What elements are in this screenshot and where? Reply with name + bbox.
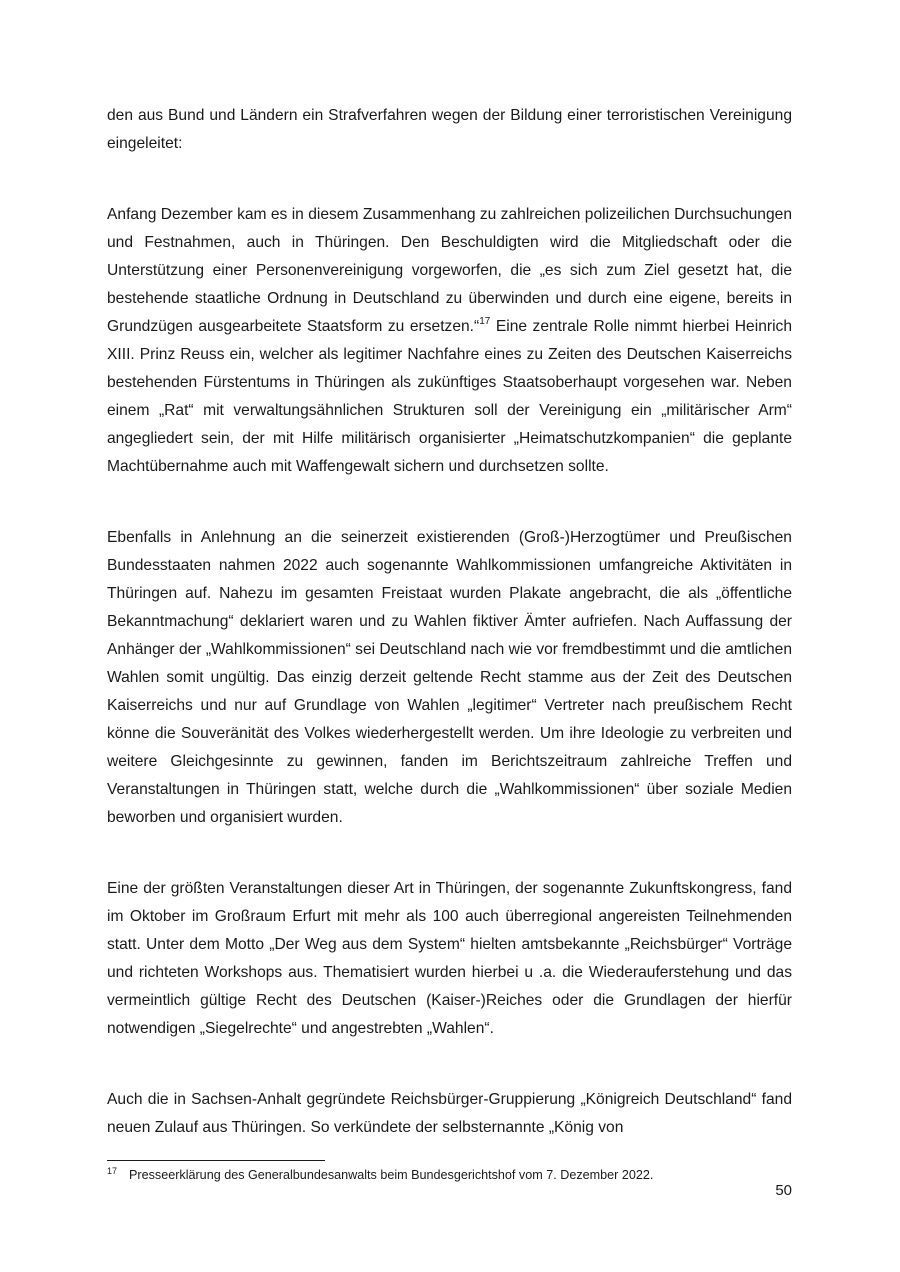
paragraph-1: den aus Bund und Ländern ein Strafverfahren wegen der Bildung einer terroristischen Vereinigung eingeleitet: <box>107 107 792 152</box>
paragraph-2-text-before: Anfang Dezember kam es in diesem Zusammenhang zu zahlreichen polizeilichen Durchsuchungen und Festnahmen, auch in Thüringen. Den Beschuldigten wird die Mitgliedschaft oder die Unterstützung einer Personenvereinigung vorgeworfen, die „es sich zum Ziel gesetzt hat, die bestehende staatliche Ordnung in Deutschland zu überwinden und durch eine eigene, bereits in Grundzügen ausgearbeitete Staatsform zu ersetzen.“ <box>107 206 792 335</box>
page-number: 50 <box>775 1182 792 1199</box>
footnote-reference[interactable]: 17 <box>479 315 491 327</box>
footnote-text: Presseerklärung des Generalbundesanwalts beim Bundesgerichtshof vom 7. Dezember 2022. <box>129 1168 654 1182</box>
footnote: 17 Presseerklärung des Generalbundesanwalts beim Bundesgerichtshof vom 7. Dezember 2022. <box>107 1165 654 1182</box>
paragraph-5: Auch die in Sachsen-Anhalt gegründete Reichsbürger-Gruppierung „Königreich Deutschland“ fand neuen Zulauf aus Thüringen. So verkündete der selbsternannte „König von <box>107 1091 792 1136</box>
paragraph-2 <box>107 201 792 481</box>
paragraph-3: Ebenfalls in Anlehnung an die seinerzeit existierenden (Groß-)Herzogtümer und Preußischen Bundesstaaten nahmen 2022 auch sogenannte Wahlkommissionen umfangreiche Aktivitäten in Thüringen auf. Nahezu im gesamten Freistaat wurden Plakate angebracht, die als „öffentliche Bekanntmachung“ deklariert waren und zu Wahlen fiktiver Ämter aufriefen. Nach Auffassung der Anhänger der „Wahlkommissionen“ sei Deutschland nach wie vor fremdbestimmt und die amtlichen Wahlen somit ungültig. Das einzig derzeit geltende Recht stamme aus der Zeit des Deutschen Kaiserreichs und nur auf Grundlage von Wahlen „legitimer“ Vertreter nach preußischem Recht könne die Souveränität des Volkes wiederhergestellt werden. Um ihre Ideologie zu verbreiten und weitere Gleichgesinnte zu gewinnen, fanden im Berichtszeitraum zahlreiche Treffen und Veranstaltungen in Thüringen statt, welche durch die „Wahlkommissionen“ über soziale Medien beworben und organisiert wurden. <box>107 529 792 826</box>
footnote-separator <box>107 1160 325 1161</box>
paragraph-2-text-after: Eine zentrale Rolle nimmt hierbei Heinrich XIII. Prinz Reuss ein, welcher als legitimer Nachfahre eines zu Zeiten des Deutschen Kaiserreichs bestehenden Fürstentums in Thüringen als zukünftiges Staatsoberhaupt vorgesehen war. Neben einem „Rat“ mit verwaltungsähnlichen Strukturen soll der Vereinigung ein „militärischer Arm“ angegliedert sein, der mit Hilfe militärisch organisierter „Heimatschutzkompanien“ die geplante Machtübernahme auch mit Waffengewalt sichern und durchsetzen sollte. <box>107 318 792 475</box>
body-text <box>107 102 792 1142</box>
paragraph-4: Eine der größten Veranstaltungen dieser Art in Thüringen, der sogenannte Zukunftskongress, fand im Oktober im Großraum Erfurt mit mehr als 100 auch überregional angereisten Teilnehmenden statt. Unter dem Motto „Der Weg aus dem System“ hielten amtsbekannte „Reichsbürger“ Vorträge und richteten Workshops aus. Thematisiert wurden hierbei u .a. die Wiederauferstehung und das vermeintlich gültige Recht des Deutschen (Kaiser-)Reiches oder die Grundlagen der hierfür notwendigen „Siegelrechte“ und angestrebten „Wahlen“. <box>107 880 792 1037</box>
